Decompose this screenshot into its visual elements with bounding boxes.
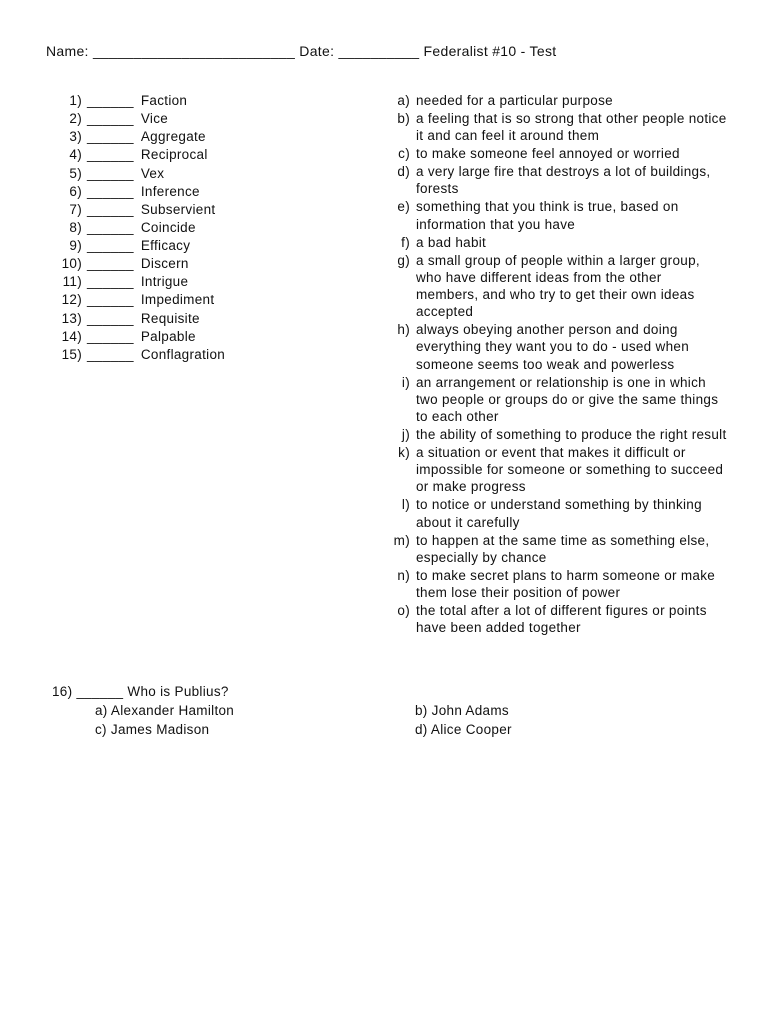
question-number: 16): [52, 684, 73, 699]
definition-item: [388, 234, 728, 251]
term-item: [52, 92, 352, 110]
definition-item: [388, 198, 728, 232]
answer-blank[interactable]: ______: [87, 238, 134, 253]
term-word: Coincide: [140, 219, 196, 235]
definition-text: to make secret plans to harm someone or make them lose their position of power: [416, 567, 716, 601]
term-word: Intrigue: [140, 274, 189, 290]
definition-letter: d): [397, 164, 410, 180]
definition-text: a bad habit: [416, 234, 487, 250]
term-word: Reciprocal: [140, 147, 208, 163]
name-blank[interactable]: _________________________: [92, 43, 296, 59]
definition-item: [388, 321, 728, 373]
definition-text: a feeling that is so strong that other people notice it and can feel it around them: [416, 111, 727, 144]
term-word: Efficacy: [140, 238, 191, 253]
answer-blank[interactable]: ______: [87, 292, 134, 308]
definition-letter: o): [397, 603, 410, 619]
term-number: 1): [69, 93, 82, 108]
definition-item: [388, 602, 728, 636]
definition-letter: b): [397, 111, 410, 126]
answer-blank[interactable]: ______: [76, 684, 124, 699]
definition-letter: f): [401, 234, 410, 250]
answer-blank[interactable]: ______: [87, 256, 134, 272]
definition-list: [388, 92, 728, 637]
definition-letter: j): [401, 427, 410, 443]
choice-a: a) Alexander Hamilton: [95, 703, 235, 718]
term-item: [52, 201, 352, 219]
term-item: [52, 310, 352, 328]
definition-text: something that you think is true, based on information that you have: [416, 199, 679, 232]
definition-text: needed for a particular purpose: [416, 93, 613, 108]
definition-text: the ability of something to produce the right result: [416, 427, 727, 443]
term-number: 10): [61, 256, 82, 272]
term-item: [52, 146, 352, 164]
term-number: 5): [69, 165, 82, 181]
term-item: [52, 255, 352, 273]
definition-text: a very large fire that destroys a lot of buildings, forests: [416, 164, 711, 197]
term-number: 2): [69, 111, 82, 127]
term-item: [52, 273, 352, 291]
term-number: 14): [61, 328, 82, 344]
definition-item: [388, 426, 728, 443]
term-list: [52, 92, 352, 364]
answer-blank[interactable]: ______: [87, 346, 134, 362]
definition-text: the total after a lot of different figures or points have been added together: [416, 603, 707, 636]
definition-item: [388, 496, 728, 530]
answer-blank[interactable]: ______: [87, 147, 134, 163]
term-number: 13): [61, 310, 82, 326]
definition-item: [388, 163, 728, 197]
term-word: Conflagration: [140, 346, 226, 362]
term-word: Palpable: [140, 328, 196, 344]
term-item: [52, 346, 352, 364]
term-number: 8): [69, 219, 82, 235]
definition-letter: k): [398, 445, 410, 461]
term-word: Aggregate: [140, 129, 206, 145]
definition-item: [388, 374, 728, 426]
definition-letter: h): [397, 322, 410, 338]
choice-b: b) John Adams: [415, 703, 509, 718]
definition-text: a situation or event that makes it difficult or impossible for someone or something to succeed or make progress: [416, 445, 724, 495]
term-word: Faction: [140, 93, 188, 108]
definition-letter: a): [397, 93, 410, 108]
term-number: 11): [62, 274, 82, 290]
term-number: 4): [69, 147, 82, 163]
term-word: Vice: [140, 111, 169, 127]
answer-blank[interactable]: ______: [87, 111, 134, 127]
term-item: [52, 328, 352, 346]
term-number: 3): [69, 129, 82, 145]
answer-blank[interactable]: ______: [87, 93, 134, 108]
definition-text: to happen at the same time as something else, especially by chance: [416, 532, 710, 565]
definition-text: always obeying another person and doing everything they want you to do - used when someone seems too weak and powerless: [416, 322, 690, 372]
choice-d: d) Alice Cooper: [415, 722, 512, 737]
definition-text: an arrangement or relationship is one in which two people or groups do or give the same things to each other: [416, 374, 719, 425]
term-item: [52, 110, 352, 128]
term-word: Vex: [140, 165, 165, 181]
term-word: Requisite: [140, 310, 200, 326]
term-word: Subservient: [140, 201, 216, 217]
test-title: Federalist #10 - Test: [423, 43, 557, 59]
definition-item: [388, 92, 728, 109]
term-number: 6): [69, 183, 82, 199]
term-word: Impediment: [140, 292, 215, 308]
definition-text: to make someone feel annoyed or worried: [416, 146, 680, 162]
answer-blank[interactable]: ______: [87, 219, 134, 235]
answer-blank[interactable]: ______: [87, 129, 134, 145]
term-word: Inference: [140, 183, 200, 199]
definition-text: to notice or understand something by thinking about it carefully: [416, 497, 702, 530]
term-item: [52, 237, 352, 255]
definition-letter: m): [393, 532, 410, 548]
term-number: 12): [61, 292, 82, 308]
answer-blank[interactable]: ______: [87, 328, 134, 344]
term-item: [52, 128, 352, 146]
term-item: [52, 291, 352, 309]
answer-blank[interactable]: ______: [87, 183, 134, 199]
term-number: 7): [69, 201, 82, 217]
question-16: [52, 684, 229, 699]
definition-letter: l): [401, 497, 410, 513]
definition-letter: c): [398, 146, 410, 162]
test-header: [46, 43, 556, 59]
name-label: Name:: [46, 43, 89, 59]
term-item: [52, 219, 352, 237]
definition-item: [388, 110, 728, 144]
term-word: Discern: [140, 256, 189, 272]
term-item: [52, 183, 352, 201]
definition-letter: i): [401, 374, 410, 390]
definition-item: [388, 532, 728, 566]
choice-c: c) James Madison: [95, 722, 210, 737]
definition-letter: g): [397, 252, 410, 268]
term-item: [52, 165, 352, 183]
definition-item: [388, 444, 728, 496]
term-number: 9): [69, 238, 82, 253]
date-blank[interactable]: __________: [338, 43, 420, 59]
term-number: 15): [61, 346, 82, 362]
question-text: Who is Publius?: [127, 684, 229, 699]
answer-blank[interactable]: ______: [87, 165, 134, 181]
answer-blank[interactable]: ______: [87, 310, 134, 326]
date-label: Date:: [299, 43, 335, 59]
definition-item: [388, 145, 728, 162]
definition-letter: e): [397, 199, 410, 215]
definition-text: a small group of people within a larger group, who have different ideas from the other members, and who try to get their own ideas accepted: [416, 252, 700, 320]
definition-item: [388, 252, 728, 321]
definition-item: [388, 567, 728, 601]
answer-blank[interactable]: ______: [87, 201, 134, 217]
answer-blank[interactable]: ______: [87, 274, 134, 290]
definition-letter: n): [397, 567, 410, 583]
